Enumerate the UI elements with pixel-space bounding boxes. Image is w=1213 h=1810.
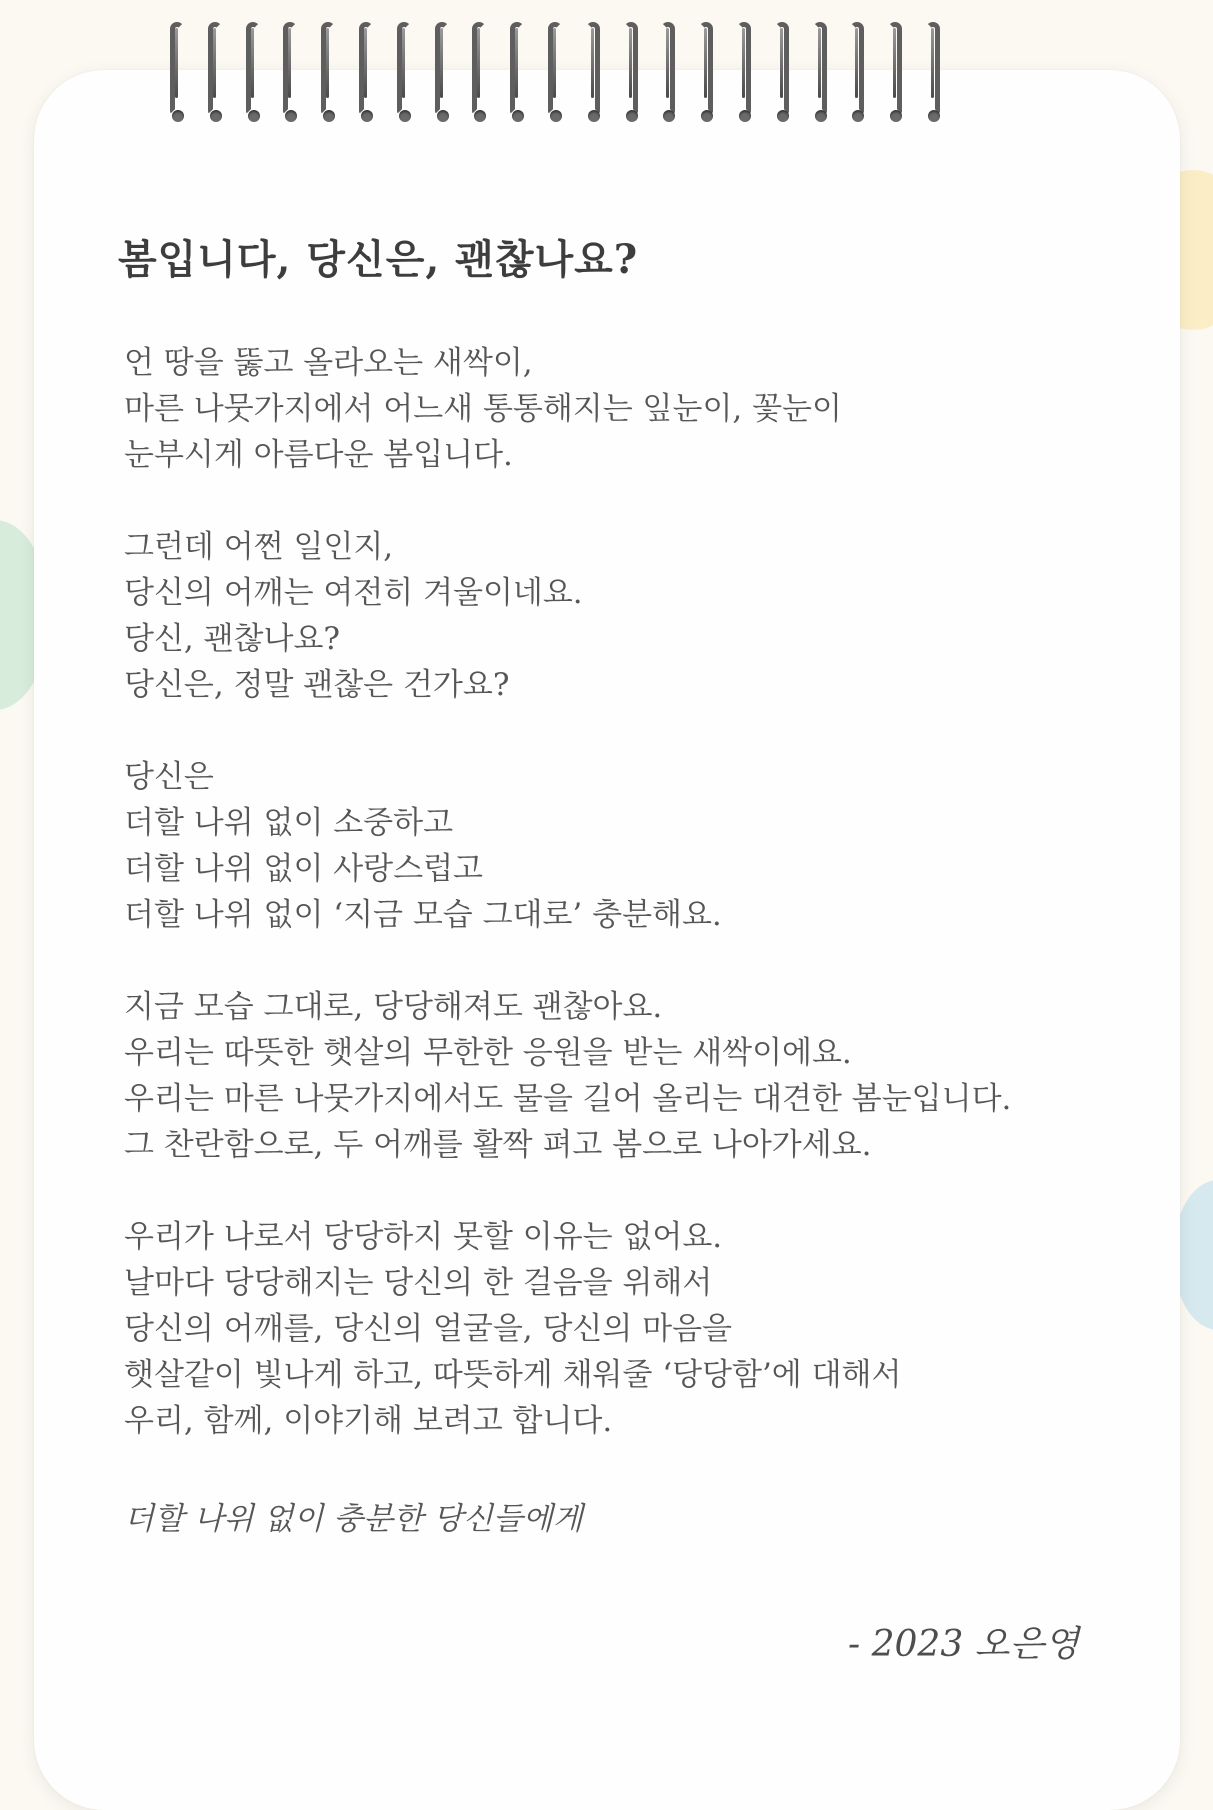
- poem-line: 지금 모습 그대로, 당당해져도 괜찮아요.: [124, 989, 663, 1025]
- poem-line: 그런데 어쩐 일인지,: [124, 529, 394, 565]
- poem-stanza: [124, 340, 1104, 478]
- poem-line: 당신은: [124, 759, 214, 795]
- poem-line: 그 찬란함으로, 두 어깨를 활짝 펴고 봄으로 나아가세요.: [124, 1127, 872, 1163]
- poem-line: 당신, 괜찮나요?: [124, 621, 341, 657]
- poem-line: 당신은, 정말 괜찮은 건가요?: [124, 667, 510, 703]
- poem-line: 우리가 나로서 당당하지 못할 이유는 없어요.: [124, 1219, 723, 1255]
- poem-line: 우리, 함께, 이야기해 보려고 합니다.: [124, 1403, 613, 1439]
- spiral-ring: [850, 22, 868, 122]
- poem-line: 우리는 마른 나뭇가지에서도 물을 길어 올리는 대견한 봄눈입니다.: [124, 1081, 1012, 1117]
- spiral-ring: [699, 22, 717, 122]
- spiral-ring: [624, 22, 642, 122]
- spiral-ring: [775, 22, 793, 122]
- poem-stanza: [124, 754, 1104, 938]
- poem-line: 우리는 따뜻한 햇살의 무한한 응원을 받는 새싹이에요.: [124, 1035, 852, 1071]
- poem-line: 더할 나위 없이 ‘지금 모습 그대로’ 충분해요.: [124, 897, 722, 933]
- spiral-ring: [586, 22, 604, 122]
- spiral-ring: [283, 22, 301, 122]
- spiral-ring: [472, 22, 490, 122]
- spiral-ring: [435, 22, 453, 122]
- spiral-ring: [661, 22, 679, 122]
- signature: - 2023 오은영: [848, 1624, 1079, 1665]
- poem-line: 당신의 어깨를, 당신의 얼굴을, 당신의 마음을: [124, 1311, 733, 1347]
- poem-line: 눈부시게 아름다운 봄입니다.: [124, 437, 513, 473]
- spiral-ring: [359, 22, 377, 122]
- spiral-ring: [888, 22, 906, 122]
- poem-line: 햇살같이 빛나게 하고, 따뜻하게 채워줄 ‘당당함’에 대해서: [124, 1357, 902, 1393]
- spiral-ring: [813, 22, 831, 122]
- spiral-ring: [510, 22, 528, 122]
- spiral-ring: [548, 22, 566, 122]
- spiral-ring: [208, 22, 226, 122]
- spiral-ring: [397, 22, 415, 122]
- page-title: 봄입니다, 당신은, 괜찮나요?: [118, 236, 639, 283]
- poem-line: 날마다 당당해지는 당신의 한 걸음을 위해서: [124, 1265, 713, 1301]
- poem-line: 마른 나뭇가지에서 어느새 통통해지는 잎눈이, 꽃눈이: [124, 391, 842, 427]
- dedication: 더할 나위 없이 충분한 당신들에게: [124, 1501, 583, 1537]
- spiral-ring: [737, 22, 755, 122]
- poem-line: 당신의 어깨는 여전히 겨울이네요.: [124, 575, 583, 611]
- poem-line: 더할 나위 없이 소중하고: [124, 805, 454, 841]
- poem-stanza: [124, 524, 1104, 708]
- poem-line: 언 땅을 뚫고 올라오는 새싹이,: [124, 345, 533, 381]
- poem-line: 더할 나위 없이 사랑스럽고: [124, 851, 483, 887]
- poem-body: [124, 340, 1104, 1490]
- spiral-ring: [926, 22, 944, 122]
- poem-stanza: [124, 1214, 1104, 1444]
- poem-stanza: [124, 984, 1104, 1168]
- spiral-ring: [170, 22, 188, 122]
- spiral-ring: [321, 22, 339, 122]
- spiral-ring: [246, 22, 264, 122]
- spiral-binding: [170, 22, 1050, 132]
